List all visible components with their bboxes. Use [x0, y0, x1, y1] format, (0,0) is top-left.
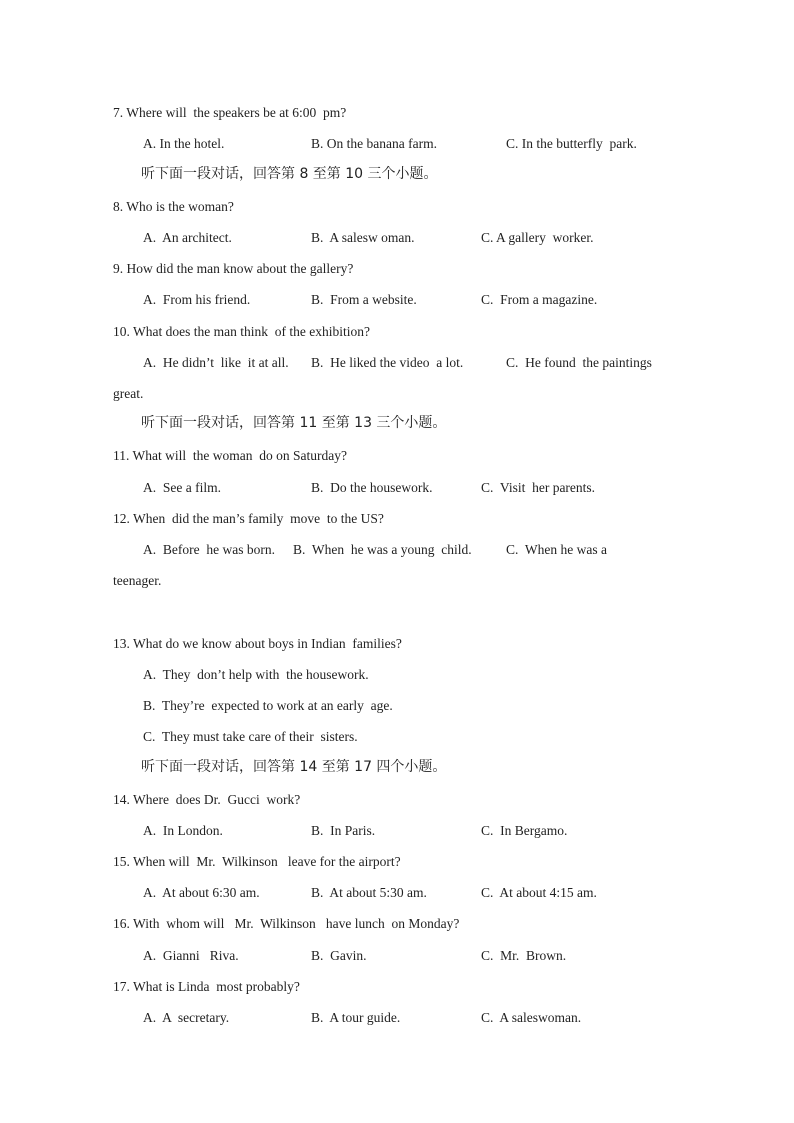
question-9-option-b: B. From a website.	[311, 292, 417, 307]
question-14-option-c: C. In Bergamo.	[481, 823, 568, 838]
instruction-8-10: 听下面一段对话，回答第 8 至第 10 三个小题。	[141, 166, 438, 182]
question-16-stem: 16. With whom will Mr. Wilkinson have lunch on Monday?	[113, 916, 460, 931]
question-15-stem: 15. When will Mr. Wilkinson leave for the airport?	[113, 854, 401, 869]
question-7-option-b: B. On the banana farm.	[311, 136, 437, 151]
question-9-option-c: C. From a magazine.	[481, 292, 598, 307]
question-10-option-a: A. He didn’t like it at all.	[143, 355, 289, 370]
question-16-option-b: B. Gavin.	[311, 948, 367, 963]
question-13-option-b: B. They’re expected to work at an early age.	[143, 698, 393, 713]
question-15-option-c: C. At about 4:15 am.	[481, 885, 597, 900]
question-17-option-a: A. A secretary.	[143, 1010, 230, 1025]
question-13-stem: 13. What do we know about boys in Indian families?	[113, 636, 402, 651]
question-9-option-a: A. From his friend.	[143, 292, 251, 307]
question-15-option-b: B. At about 5:30 am.	[311, 885, 427, 900]
question-14-option-a: A. In London.	[143, 823, 223, 838]
question-11-option-a: A. See a film.	[143, 480, 221, 495]
instruction-11-13: 听下面一段对话，回答第 11 至第 13 三个小题。	[141, 415, 447, 431]
question-17-option-c: C. A saleswoman.	[481, 1010, 582, 1025]
question-7-option-c: C. In the butterfly park.	[506, 136, 637, 151]
question-11-option-c: C. Visit her parents.	[481, 480, 596, 495]
question-8-option-b: B. A salesw oman.	[311, 230, 415, 245]
question-13-option-a: A. They don’t help with the housework.	[143, 667, 369, 682]
question-16-option-c: C. Mr. Brown.	[481, 948, 567, 963]
question-7-option-a: A. In the hotel.	[143, 136, 225, 151]
question-12-option-b: B. When he was a young child.	[293, 542, 472, 557]
question-7-stem: 7. Where will the speakers be at 6:00 pm?	[113, 105, 347, 120]
question-12-option-c-continued: teenager.	[113, 573, 162, 588]
instruction-14-17: 听下面一段对话，回答第 14 至第 17 四个小题。	[141, 759, 447, 775]
question-15-option-a: A. At about 6:30 am.	[143, 885, 260, 900]
question-12-stem: 12. When did the man’s family move to the US?	[113, 511, 384, 526]
question-10-option-b: B. He liked the video a lot.	[311, 355, 464, 370]
question-8-option-a: A. An architect.	[143, 230, 232, 245]
question-8-stem: 8. Who is the woman?	[113, 199, 234, 214]
question-9-stem: 9. How did the man know about the gallery?	[113, 261, 354, 276]
question-12-option-c: C. When he was a	[506, 542, 607, 557]
question-16-option-a: A. Gianni Riva.	[143, 948, 239, 963]
question-13-option-c: C. They must take care of their sisters.	[143, 729, 358, 744]
question-8-option-c: C. A gallery worker.	[481, 230, 594, 245]
question-14-stem: 14. Where does Dr. Gucci work?	[113, 792, 301, 807]
question-14-option-b: B. In Paris.	[311, 823, 376, 838]
question-11-stem: 11. What will the woman do on Saturday?	[113, 448, 347, 463]
question-10-option-c-continued: great.	[113, 386, 144, 401]
question-11-option-b: B. Do the housework.	[311, 480, 433, 495]
question-10-stem: 10. What does the man think of the exhibition?	[113, 324, 370, 339]
question-17-stem: 17. What is Linda most probably?	[113, 979, 300, 994]
question-10-option-c: C. He found the paintings	[506, 355, 652, 370]
question-17-option-b: B. A tour guide.	[311, 1010, 401, 1025]
question-12-option-a: A. Before he was born.	[143, 542, 275, 557]
